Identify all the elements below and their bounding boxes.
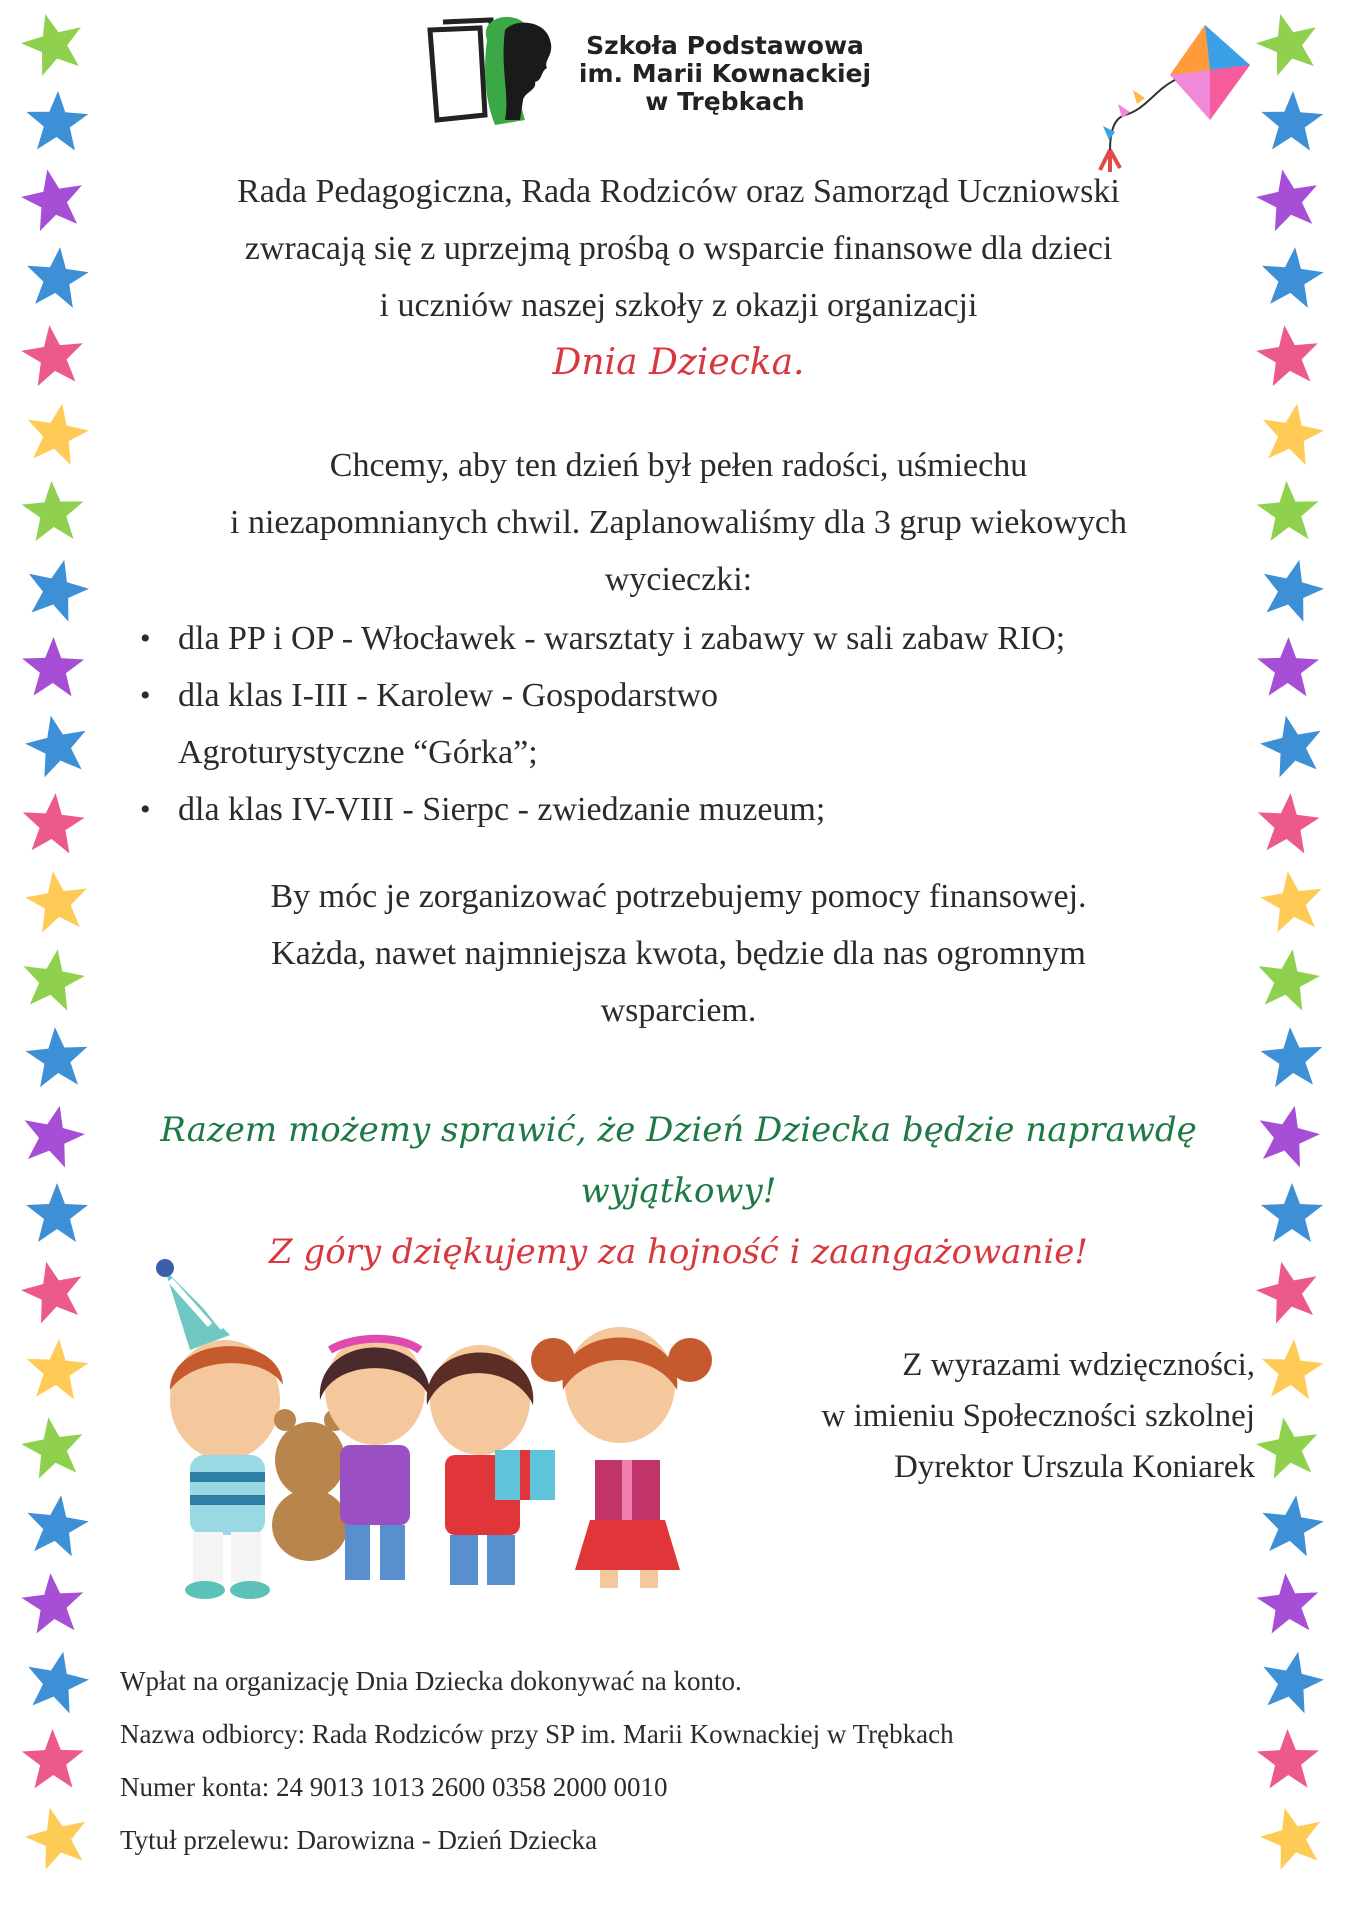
signature-line-1: Z wyrazami wdzięczności,	[902, 1347, 1255, 1383]
bank-line-2: Nazwa odbiorcy: Rada Rodziców przy SP im. Marii Kownackiej w Trębkach	[120, 1719, 954, 1749]
star-icon	[1259, 1648, 1325, 1714]
signature-block	[700, 1340, 1255, 1493]
star-icon	[20, 790, 86, 856]
star-icon	[24, 556, 90, 622]
star-icon	[24, 1804, 90, 1870]
request-line-3: wsparciem.	[600, 992, 757, 1029]
trip-item: • dla PP i OP - Włocławek - warsztaty i zabawy w sali zabaw RIO;	[140, 610, 1240, 667]
star-icon	[1255, 1102, 1321, 1168]
plan-line-1: Chcemy, aby ten dzień był pełen radości, uśmiechu	[329, 447, 1028, 484]
star-icon	[24, 244, 90, 310]
star-icon	[1259, 1492, 1325, 1558]
bank-details	[120, 1655, 1240, 1867]
star-icon	[20, 10, 86, 76]
school-name: Szkoła Podstawowa im. Marii Kownackiej w Trębkach	[578, 31, 872, 116]
star-icon	[24, 1648, 90, 1714]
trip-item: • dla klas I-III - Karolew - Gospodarstwo Agroturystyczne “Górka”;	[140, 667, 1240, 781]
plan-paragraph	[120, 437, 1237, 608]
intro-line-1: Rada Pedagogiczna, Rada Rodziców oraz Samorząd Uczniowski	[237, 173, 1120, 210]
star-icon	[1255, 166, 1321, 232]
school-logo	[425, 10, 895, 135]
star-icon	[1259, 400, 1325, 466]
star-icon	[20, 1102, 86, 1168]
star-icon	[1255, 1258, 1321, 1324]
star-icon	[20, 1414, 86, 1480]
star-icon	[20, 166, 86, 232]
slogan-line-2: wyjątkowy!	[580, 1171, 777, 1211]
star-icon	[20, 634, 86, 700]
star-icon	[1259, 1804, 1325, 1870]
star-icon	[24, 1180, 90, 1246]
star-icon	[1255, 946, 1321, 1012]
star-icon	[24, 88, 90, 154]
trip-list	[140, 610, 1240, 838]
intro-paragraph	[120, 163, 1237, 391]
star-icon	[20, 322, 86, 388]
star-icon	[24, 712, 90, 778]
request-line-1: By móc je zorganizować potrzebujemy pomocy finansowej.	[270, 878, 1087, 915]
kite-icon	[1085, 20, 1260, 180]
bank-account-number: Numer konta: 24 9013 1013 2600 0358 2000 0010	[120, 1772, 668, 1802]
request-line-2: Każda, nawet najmniejsza kwota, będzie dla nas ogromnym	[271, 935, 1086, 972]
intro-line-2: zwracają się z uprzejmą prośbą o wsparcie finansowe dla dzieci	[244, 230, 1113, 267]
signature-line-3: Dyrektor Urszula Koniarek	[893, 1449, 1255, 1485]
bank-transfer-title: Tytuł przelewu: Darowizna - Dzień Dziecka	[120, 1825, 598, 1855]
star-icon	[24, 400, 90, 466]
star-border-left	[20, 0, 100, 1920]
school-logo-icon	[425, 10, 565, 135]
star-icon	[1259, 88, 1325, 154]
plan-line-3: wycieczki:	[604, 561, 753, 598]
star-icon	[1259, 556, 1325, 622]
bank-line-1: Wpłat na organizację Dnia Dziecka dokonywać na konto.	[120, 1666, 742, 1696]
signature-line-2: w imieniu Społeczności szkolnej	[821, 1398, 1255, 1434]
star-border-right	[1255, 0, 1335, 1920]
slogan-line-1: Razem możemy sprawić, że Dzień Dziecka będzie naprawdę	[160, 1110, 1197, 1150]
star-icon	[20, 1570, 86, 1636]
star-icon	[1255, 634, 1321, 700]
star-icon	[24, 1024, 90, 1090]
star-icon	[24, 1336, 90, 1402]
event-name: Dnia Dziecka.	[552, 342, 805, 383]
star-icon	[20, 1258, 86, 1324]
star-icon	[24, 1492, 90, 1558]
star-icon	[1255, 478, 1321, 544]
star-icon	[1255, 10, 1321, 76]
star-icon	[1259, 1336, 1325, 1402]
thanks-line: Z góry dziękujemy za hojność i zaangażowanie!	[269, 1232, 1088, 1272]
star-icon	[20, 478, 86, 544]
star-icon	[1255, 1414, 1321, 1480]
star-icon	[1259, 868, 1325, 934]
star-icon	[20, 1726, 86, 1792]
star-icon	[1255, 1726, 1321, 1792]
star-icon	[20, 946, 86, 1012]
star-icon	[1259, 712, 1325, 778]
star-icon	[1259, 1024, 1325, 1090]
star-icon	[1255, 1570, 1321, 1636]
star-icon	[1259, 1180, 1325, 1246]
star-icon	[1255, 790, 1321, 856]
kids-with-gifts-illustration	[135, 1240, 745, 1610]
star-icon	[1255, 322, 1321, 388]
request-paragraph	[120, 868, 1237, 1039]
plan-line-2: i niezapomnianych chwil. Zaplanowaliśmy dla 3 grup wiekowych	[230, 504, 1127, 541]
star-icon	[24, 868, 90, 934]
intro-line-3: i uczniów naszej szkoły z okazji organizacji	[379, 287, 978, 324]
star-icon	[1259, 244, 1325, 310]
trip-item: • dla klas IV-VIII - Sierpc - zwiedzanie muzeum;	[140, 781, 1240, 838]
